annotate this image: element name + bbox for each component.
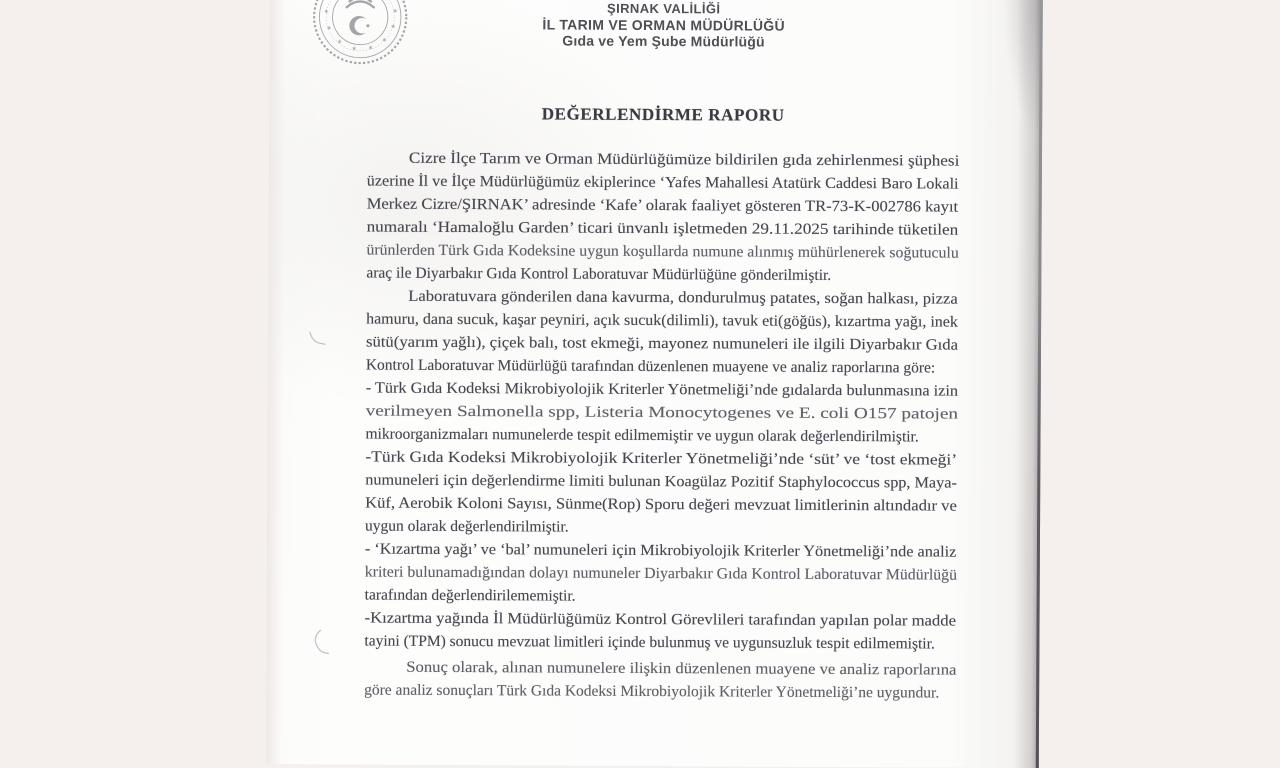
body-line: sütü(yarım yağlı), çiçek balı, tost ekmeği, mayonez numuneleri ile ilgili Diyarbakır Gıda bbox=[366, 331, 958, 357]
body-line: kriteri bulunamadığından dolayı numuneler Diyarbakır Gıda Kontrol Laboratuvar Müdürlüğü bbox=[365, 561, 957, 587]
svg-text:✶: ✶ bbox=[392, 7, 398, 15]
body-line: -Türk Gıda Kodeksi Mikrobiyolojik Kriterler Yönetmeliği’nde ‘süt’ ve ‘tost ekmeği’ bbox=[365, 446, 957, 472]
svg-text:✶: ✶ bbox=[368, 44, 374, 52]
svg-text:✶: ✶ bbox=[326, 24, 332, 32]
body-line: göre analiz sonuçları Türk Gıda Kodeksi Mikrobiyolojik Kriterler Yönetmeliği’ne uygundur. bbox=[364, 679, 956, 705]
scanned-document-page bbox=[266, 0, 1043, 768]
report-title: DEĞERLENDİRME RAPORU bbox=[367, 104, 959, 127]
body-line: Kontrol Laboratuvar Müdürlüğü tarafından düzenlenen muayene ve analiz raporlarına göre: bbox=[366, 354, 958, 380]
body-line: uygun olarak değerlendirilmiştir. bbox=[365, 515, 957, 541]
svg-text:✶: ✶ bbox=[351, 45, 357, 53]
body-line: numaralı ‘Hamaloğlu Garden’ ticari ünvanlı işletmeden 29.11.2025 tarihinde tüketilen bbox=[367, 216, 959, 242]
svg-text:✶: ✶ bbox=[390, 23, 396, 31]
letterhead bbox=[368, 0, 960, 51]
document-body bbox=[364, 147, 959, 705]
body-line: mikroorganizmaları numunelerde tespit edilmemiştir ve uygun olarak değerlendirilmiştir. bbox=[365, 423, 957, 449]
letterhead-line-3: Gıda ve Yem Şube Müdürlüğü bbox=[368, 32, 960, 51]
body-line: Laboratuvara gönderilen dana kavurma, dondurulmuş patates, soğan halkası, pizza bbox=[366, 285, 958, 311]
svg-text:✶: ✶ bbox=[337, 38, 343, 46]
body-line: - ‘Kızartma yağı’ ve ‘bal’ numuneleri için Mikrobiyolojik Kriterler Yönetmeliği’nde analiz bbox=[365, 538, 957, 564]
scan-mark-icon bbox=[304, 326, 334, 356]
body-line: hamuru, dana sucuk, kaşar peyniri, açık sucuk(dilimli), tavuk eti(göğüs), kızartma yağı, inek bbox=[366, 308, 958, 334]
svg-text:✶: ✶ bbox=[323, 8, 329, 16]
body-line: tarafından değerlendirilememiştir. bbox=[365, 584, 957, 610]
body-line: Sonuç olarak, alınan numunelere ilişkin düzenlenen muayene ve analiz raporlarına bbox=[364, 656, 956, 682]
scan-mark-icon bbox=[306, 626, 340, 662]
body-line: ürünlerden Türk Gıda Kodeksine uygun koşullarda numune alınmış mühürlenerek soğutuculu bbox=[366, 239, 958, 265]
letterhead-line-2: İL TARIM VE ORMAN MÜDÜRLÜĞÜ bbox=[368, 16, 960, 35]
body-line: Cizre İlçe Tarım ve Orman Müdürlüğümüze bildirilen gıda zehirlenmesi şüphesi bbox=[367, 147, 959, 173]
body-line: Küf, Aerobik Koloni Sayısı, Sünme(Rop) Sporu değeri mevzuat limitlerinin altındadır ve bbox=[365, 492, 957, 518]
body-line: araç ile Diyarbakır Gıda Kontrol Laboratuvar Müdürlüğüne gönderilmiştir. bbox=[366, 262, 958, 288]
seal-crescent bbox=[349, 16, 366, 35]
body-line: numuneleri için değerlendirme limiti bulunan Koagülaz Pozitif Staphylococcus spp, Maya- bbox=[365, 469, 957, 495]
svg-text:✶: ✶ bbox=[381, 36, 387, 44]
letterhead-line-1: ŞIRNAK VALİLİĞİ bbox=[368, 0, 960, 19]
body-line: - Türk Gıda Kodeksi Mikrobiyolojik Kriterler Yönetmeliği’nde gıdalarda bulunmasına izin bbox=[366, 377, 958, 403]
body-line: -Kızartma yağında İl Müdürlüğümüz Kontrol Görevlileri tarafından yapılan polar madde bbox=[364, 607, 956, 633]
body-line: tayini (TPM) sonucu mevzuat limitleri içinde bulunmuş ve uygunsuzluk tespit edilmemiştir. bbox=[364, 630, 956, 656]
body-line: üzerine İl ve İlçe Müdürlüğümüz ekiplerince ‘Yafes Mahallesi Atatürk Caddesi Baro Lokali bbox=[367, 170, 959, 196]
body-line: Merkez Cizre/ŞIRNAK’ adresinde ‘Kafe’ olarak faaliyet gösteren TR-73-K-002786 kayıt bbox=[367, 193, 959, 219]
body-line: verilmeyen Salmonella spp, Listeria Monocytogenes ve E. coli O157 patojen bbox=[366, 400, 958, 426]
